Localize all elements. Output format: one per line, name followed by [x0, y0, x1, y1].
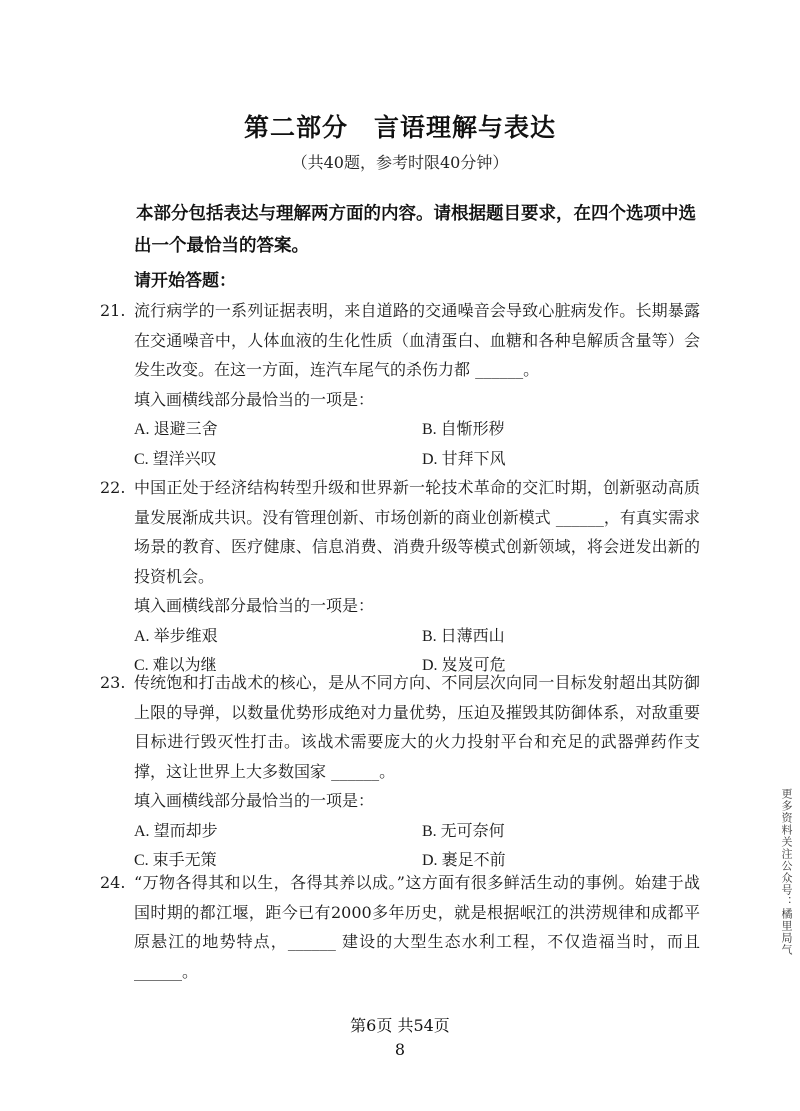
option-text: 自惭形秽	[440, 419, 505, 438]
option-b[interactable]: B. 日薄西山	[422, 625, 505, 645]
question-21	[100, 296, 710, 473]
question-stem: “万物各得其和以生，各得其养以成。”这方面有很多鲜活生动的事例。始建于战国时期的都江堰，距今已有2000多年历史，就是根据岷江的洪涝规律和成都平原悬江的地势特点，______ 建设的大型生态水利工程，不仅造福当时，而且 ______。	[134, 873, 700, 981]
section-subtitle: （共40题，参考时限40分钟）	[291, 153, 509, 172]
option-c[interactable]: C. 难以为继	[134, 655, 217, 674]
page-footer: 第6页 共54页	[350, 1016, 450, 1035]
option-text: 裹足不前	[441, 850, 506, 869]
question-22	[100, 473, 710, 680]
option-text: 日薄西山	[440, 625, 505, 645]
question-stem: 流行病学的一系列证据表明，来自道路的交通噪音会导致心脏病发作。长期暴露在交通噪音中，人体血液的生化性质（血清蛋白、血糖和各种皂解质含量等）会发生改变。在这一方面，连汽车尾气的杀伤力都 ______。	[134, 301, 700, 379]
page-number: 8	[394, 1040, 406, 1059]
option-text: 岌岌可危	[441, 655, 506, 674]
option-text: 难以为继	[152, 655, 217, 674]
option-text: 甘拜下风	[441, 448, 506, 468]
question-number: 23.	[100, 673, 126, 692]
start-prompt: 请开始答题：	[134, 271, 236, 291]
options	[134, 816, 710, 875]
option-text: 望而却步	[153, 820, 218, 840]
option-a[interactable]: A. 望而却步	[134, 820, 218, 840]
section-part: 第二部分	[243, 113, 348, 142]
question-stem: 中国正处于经济结构转型升级和世界新一轮技术革命的交汇时期，创新驱动高质量发展渐成共识。没有管理创新、市场创新的商业创新模式 ______，有真实需求场景的教育、医疗健康、信息消费、消费升级等模式创新领域，将会迸发出新的投资机会。	[134, 478, 700, 586]
question-stem: 传统饱和打击战术的核心，是从不同方向、不同层次向同一目标发射超出其防御上限的导弹，以数量优势形成绝对力量优势，压迫及摧毁其防御体系，对敌重要目标进行毁灭性打击。该战术需要庞大的火力投射平台和充足的武器弹药作支撑，这让世界上大多数国家 ______。	[134, 673, 700, 781]
option-text: 退避三舍	[153, 419, 218, 438]
option-text: 望洋兴叹	[152, 448, 217, 468]
question-number: 22.	[100, 478, 126, 497]
option-b[interactable]: B. 自惭形秽	[422, 419, 505, 438]
option-a[interactable]: A. 举步维艰	[134, 625, 218, 645]
question-number: 21.	[100, 301, 126, 320]
option-d[interactable]: D. 岌岌可危	[422, 655, 506, 674]
option-c[interactable]: C. 望洋兴叹	[134, 448, 217, 468]
options	[134, 414, 710, 473]
question-prompt: 填入画横线部分最恰当的一项是：	[134, 389, 375, 409]
section-name: 言语理解与表达	[374, 113, 557, 142]
option-d[interactable]: D. 裹足不前	[422, 850, 506, 869]
side-note: 更多资料关注公众号：橘里局气	[780, 788, 793, 956]
option-text: 举步维艰	[153, 625, 218, 645]
question-prompt: 填入画横线部分最恰当的一项是：	[134, 791, 375, 810]
option-b[interactable]: B. 无可奈何	[422, 820, 505, 840]
question-prompt: 填入画横线部分最恰当的一项是：	[134, 596, 375, 615]
option-d[interactable]: D. 甘拜下风	[422, 448, 506, 468]
question-24	[100, 868, 710, 986]
option-text: 束手无策	[152, 850, 217, 869]
option-c[interactable]: C. 束手无策	[134, 850, 217, 869]
option-text: 无可奈何	[440, 820, 505, 840]
question-23	[100, 668, 710, 875]
option-a[interactable]: A. 退避三舍	[134, 419, 218, 438]
section-title	[0, 108, 800, 144]
section-intro: 本部分包括表达与理解两方面的内容。请根据题目要求，在四个选项中选出一个最恰当的答案。	[134, 204, 696, 256]
question-number: 24.	[100, 873, 126, 892]
